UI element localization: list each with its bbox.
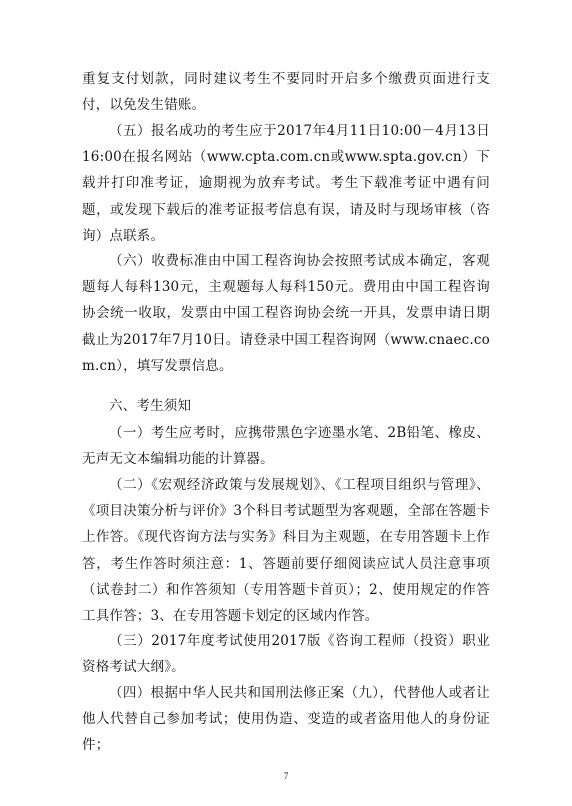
paragraph-exam-tools: （一）考生应考时，应携带黑色字迹墨水笔、2B铅笔、橡皮、无声无文本编辑功能的计算器。 [82,425,490,468]
paragraph-payment-note: 重复支付划款，同时建议考生不要同时开启多个缴费页面进行支付，以免发生错账。 [82,71,490,114]
paragraph-exam-outline: （三）2017年度考试使用2017版《咨询工程师（投资）职业资格考试大纲》。 [82,633,490,676]
paragraph-fee-standard: （六）收费标准由中国工程咨询协会按照考试成本确定，客观题每人每科130元，主观题每人每科150元。费用由中国工程咨询协会统一收取，发票由中国工程咨询协会统一开具，发票申请日期截止为2017年7月10日。请登录中国工程咨询网（www.cnaec.com.cn），填写发票信息。 [82,253,490,374]
section-heading-candidate-notice: 六、考生须知 [109,398,192,414]
paragraph-admission-ticket: （五）报名成功的考生应于2017年4月11日10:00－4月13日16:00在报名网站（www.cpta.com.cn或www.spta.gov.cn）下载并打印准考证，逾期视为放弃考试。考生下载准考证中遇有问题，或发现下载后的准考证报考信息有误，请及时与现场审核（咨询）点联系。 [82,123,490,244]
page-number: 7 [283,771,289,781]
paragraph-criminal-law: （四）根据中华人民共和国刑法修正案（九），代替他人或者让他人代替自己参加考试；使用伪造、变造的或者盗用他人的身份证件； [82,685,490,754]
paragraph-answer-sheet: （二）《宏观经济政策与发展规划》、《工程项目组织与管理》、《项目决策分析与评价》3个科目考试题型为客观题，全部在答题卡上作答。《现代咨询方法与实务》科目为主观题，在专用答题卡上作答，考生作答时须注意：1、答题前要仔细阅读应试人员注意事项（试卷封二）和作答须知（专用答题卡首页）；2、使用规定的作答工具作答；3、在专用答题卡划定的区域内作答。 [82,477,490,625]
